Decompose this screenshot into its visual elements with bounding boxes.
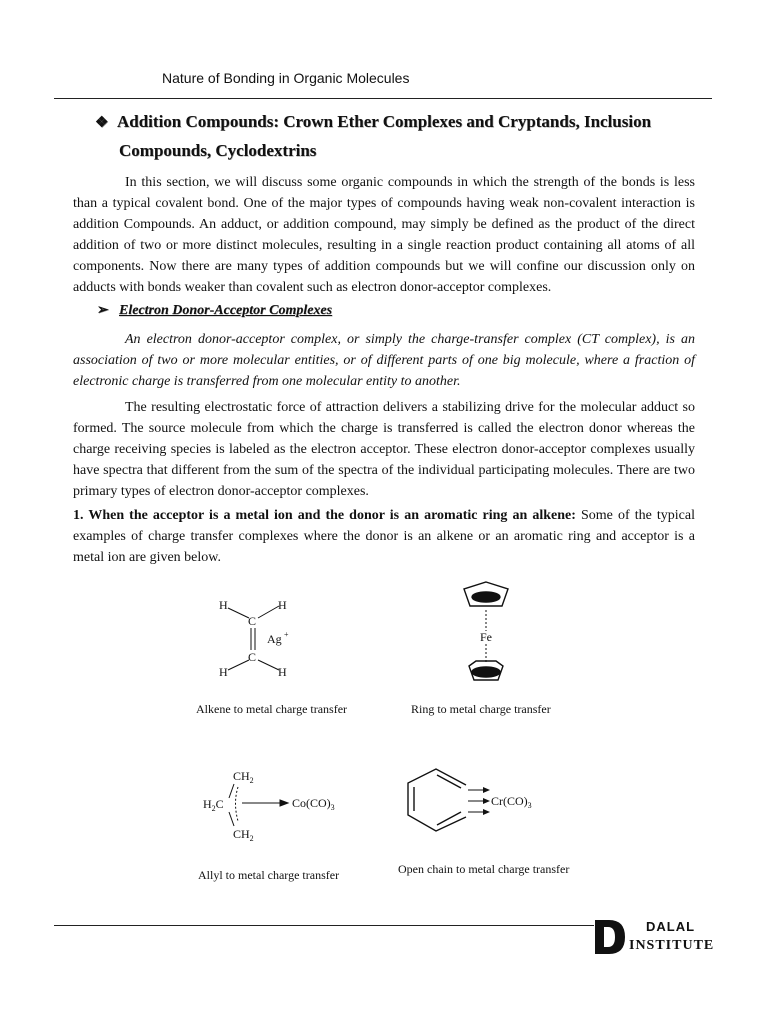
footer-divider [54,925,594,926]
ferrocene-diagram [432,576,542,688]
intro-text: In this section, we will discuss some organic compounds in which the strength of the bonds is less than a typical covalent bond. One of the major types of compounds having weak non-covalent interaction is addition Compounds. An adduct, or addition compound, may simply be defined as the product of the direct addition of two or more distinct molecules, resulting in a single reaction product containing all atoms of all components. Now there are many types of addition compounds but we will confine our discussion only on adducts with bonds weaker than covalent such as electron donor-acceptor complexes. [73,175,695,295]
definition-paragraph [73,329,695,392]
subscript-label: 2 [211,804,216,813]
diamond-bullet-icon: ❖ [95,115,109,131]
subscript-label: 2 [249,834,254,843]
definition-text: An electron donor-acceptor complex, or simply the charge-transfer complex (CT complex), is an association of two or more molecular entities, or of different parts of one big molecule, where a fraction of electronic charge is transferred from one molecular entity to another. [73,332,695,389]
cr-carbonyl-label: Cr(CO) [491,794,528,808]
h-label: H [203,797,212,811]
c-atom-label: C [248,650,257,664]
dalal-d-logo-icon [593,918,627,956]
c-label: C [215,797,224,811]
force-text: The resulting electrostatic force of attraction delivers a stabilizing drive for the molecular adduct so formed. The source molecule from which the charge is transferred is called the electron donor whereas the charge receiving species is labeled as the electron acceptor. These electron donor-acceptor complexes usually have spectra that different from the sum of the spectra of the individual participating molecules. There are two primary types of electron donor-acceptor complexes. [73,400,695,499]
section-title [95,108,700,164]
open-chain-metal-diagram [402,765,552,837]
svg-text:Co(CO)3 [292,796,335,812]
open-chain-structure [402,765,552,837]
allyl-structure [200,766,350,846]
alkene-caption: Alkene to metal charge transfer [196,702,348,716]
svg-text:Cr(CO)3 [491,794,532,810]
ring-caption: Ring to metal charge transfer [411,702,551,716]
point-1-text: Some of the typical examples of charge transfer complexes where the donor is an alkene or an aromatic ring and acceptor is a metal ion are given below. [73,508,695,565]
ferrocene-structure [432,576,542,688]
ag-charge-label: + [284,630,289,639]
alkene-structure [205,592,315,687]
h-atom-label: H [278,598,287,612]
alkene-metal-diagram [205,592,315,687]
arrow-bullet-icon: ➢ [97,303,109,318]
svg-text:H2C [203,797,224,813]
open-chain-caption: Open chain to metal charge transfer [398,862,570,876]
force-paragraph [73,397,695,502]
running-header: Nature of Bonding in Organic Molecules [162,70,410,86]
logo-top-text: DALAL [646,919,696,934]
section-title-line-2: Compounds, Cyclodextrins [119,141,317,160]
allyl-metal-diagram [200,766,350,846]
ag-label: Ag [267,632,282,646]
h-atom-label: H [278,665,287,679]
c-atom-label: C [248,614,257,628]
point-1-heading: 1. When the acceptor is a metal ion and the donor is an aromatic ring an alkene: [73,508,576,523]
svg-text:CH2 [233,769,254,785]
subheading-text: Electron Donor-Acceptor Complexes [119,303,333,318]
intro-paragraph [73,172,695,298]
fe-label: Fe [480,630,492,644]
section-title-line-1: Addition Compounds: Crown Ether Complexes and Cryptands, Inclusion [117,112,652,131]
co-carbonyl-label: Co(CO) [292,796,331,810]
subheading [97,302,332,319]
h-atom-label: H [219,598,228,612]
point-1-paragraph [73,505,695,568]
ch2-top-label: CH [233,769,250,783]
logo-bottom-text: INSTITUTE [629,938,715,953]
header-divider [54,98,712,99]
svg-text:CH2 [233,827,254,843]
ch2-bottom-label: CH [233,827,250,841]
h-atom-label: H [219,665,228,679]
subscript-label: 3 [330,803,335,812]
dalal-institute-logo [593,918,723,958]
subscript-label: 3 [527,801,532,810]
allyl-caption: Allyl to metal charge transfer [198,868,340,882]
subscript-label: 2 [249,776,254,785]
